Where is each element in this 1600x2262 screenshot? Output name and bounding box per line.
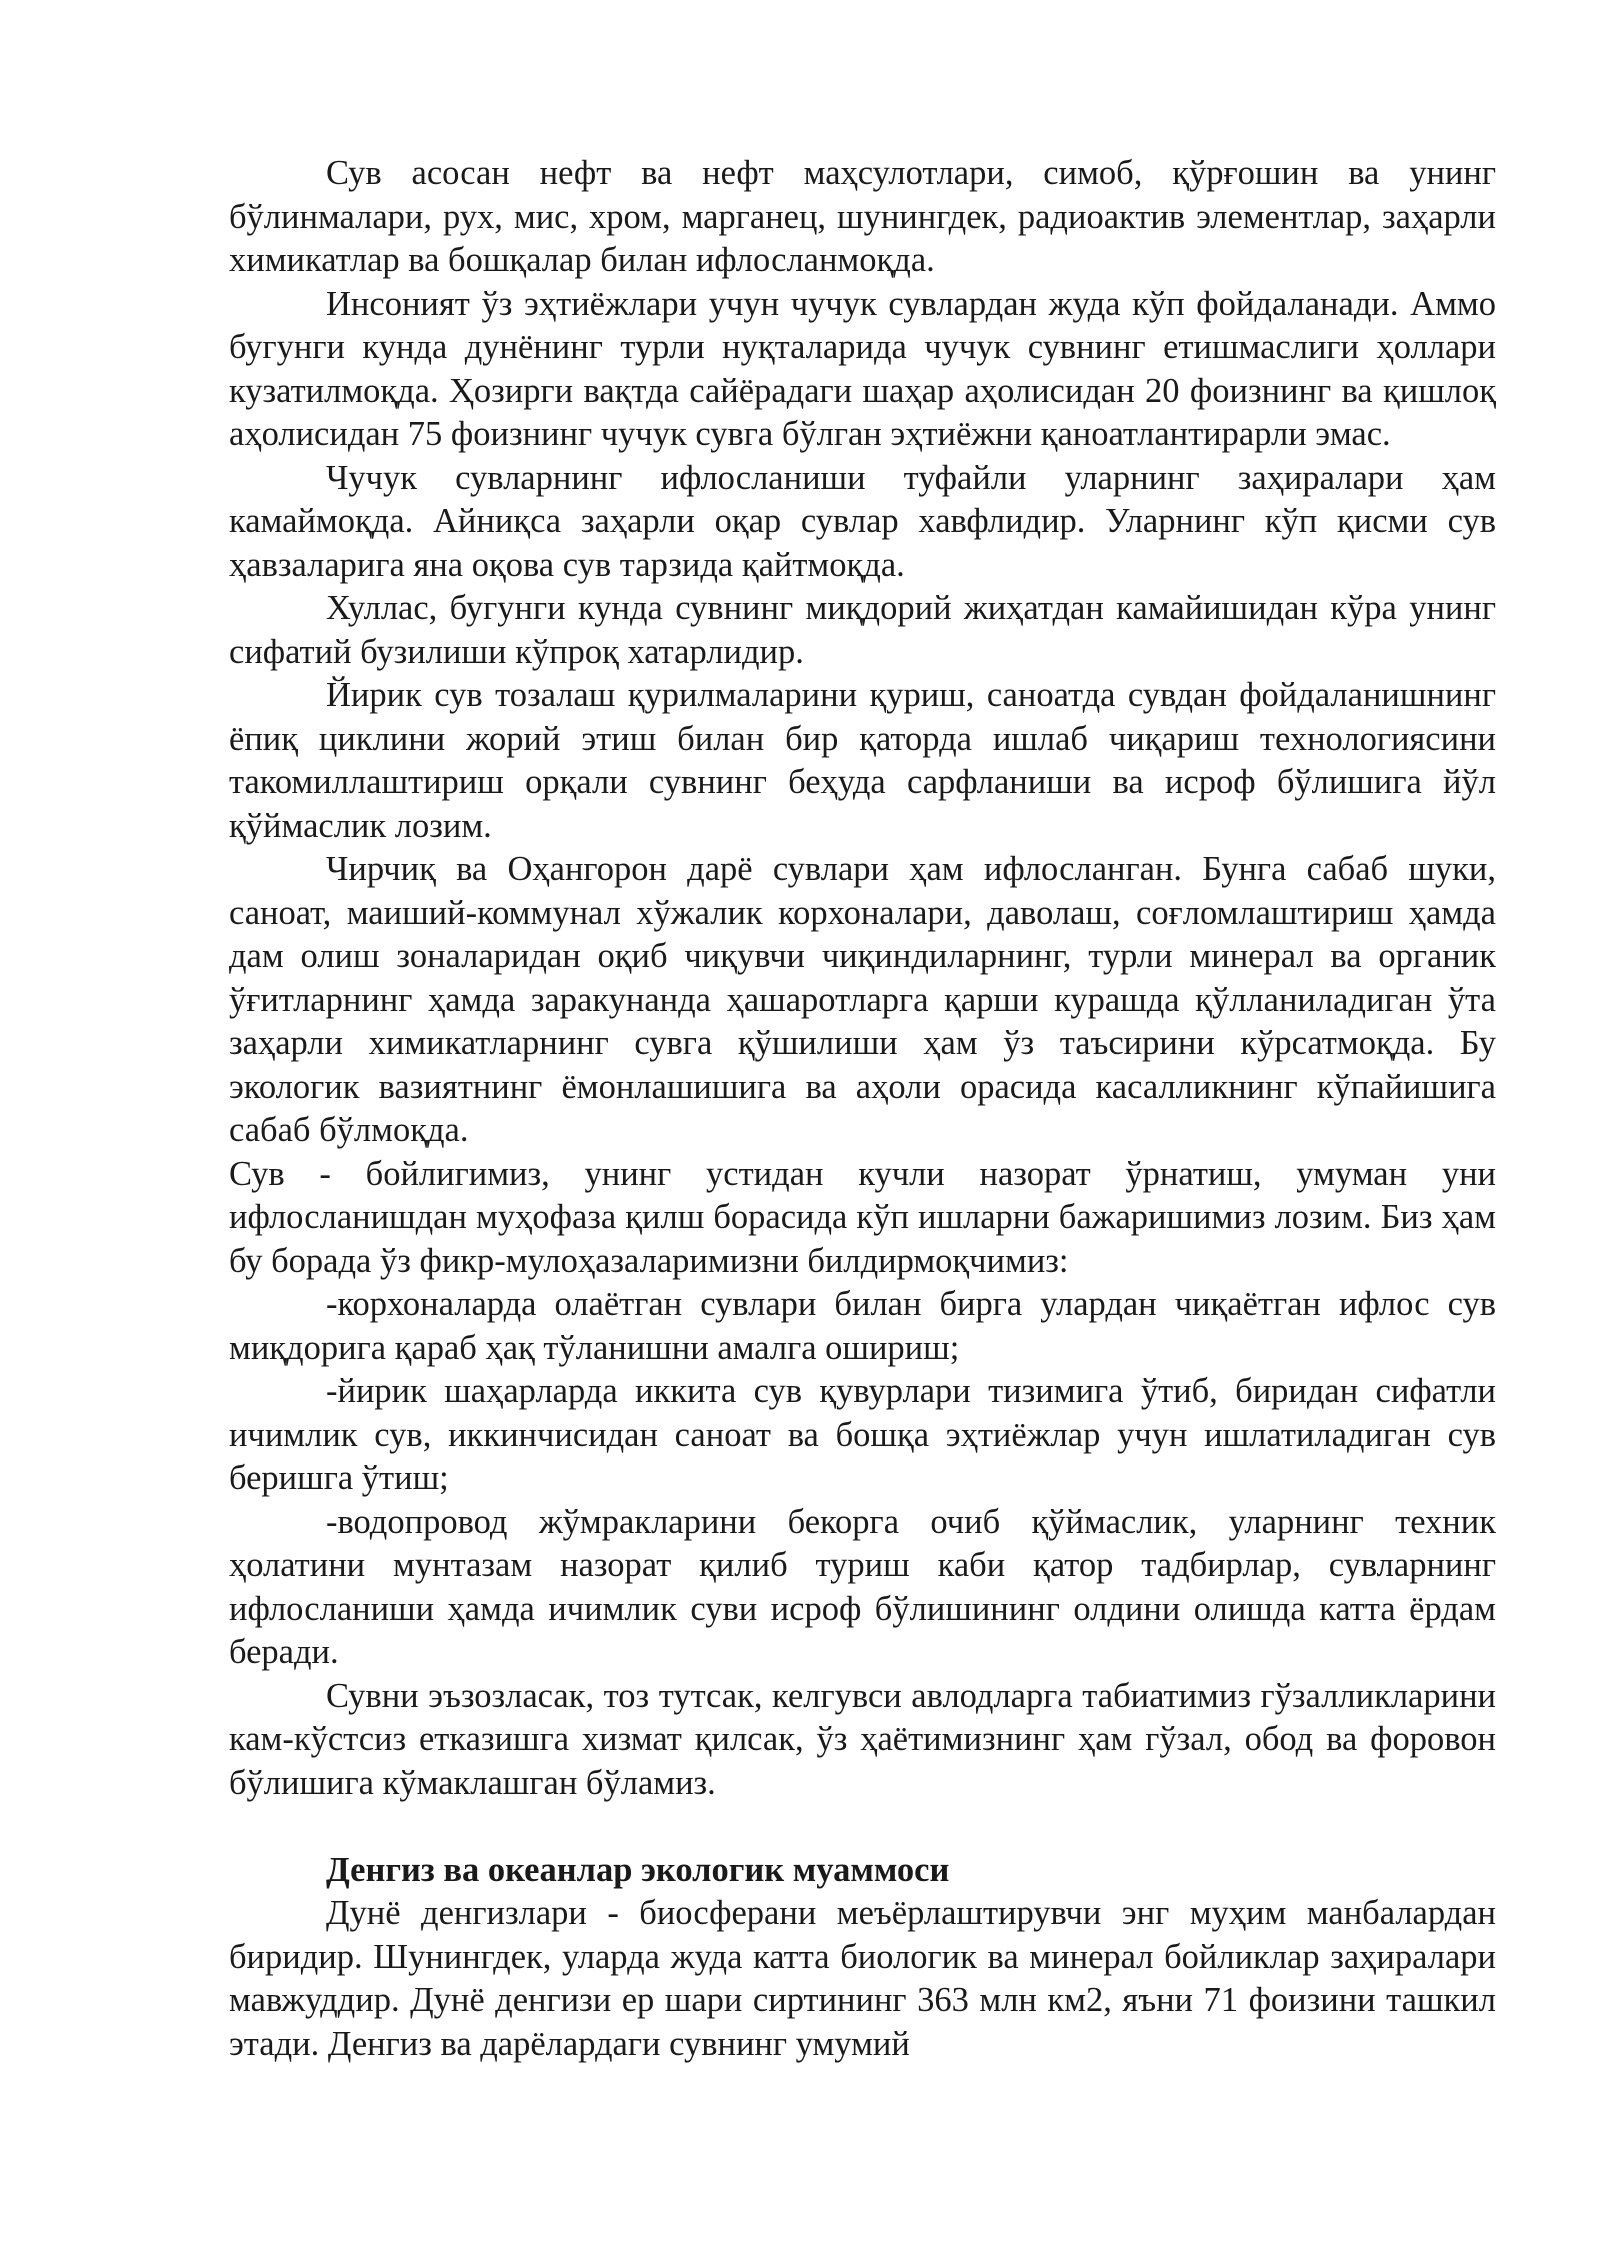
paragraph-conclusion: Хуллас, бугунги кунда сувнинг миқдорий жиҳатдан камайишидан кўра унинг сифатий бузилиши кўпроқ хатарлидир.: [229, 589, 1496, 671]
document-page: [229, 152, 1496, 2066]
paragraph-treatment-facilities: Йирик сув тозалаш қурилмаларини қуриш, саноатда сувдан фойдаланишнинг ёпиқ циклини жорий этиш билан бир қаторда ишлаб чиқариш технологиясини такомиллаштириш орқали сувнинг беҳуда сарфланиши ва исроф бўлишига йўл қўймаслик лозим.: [229, 676, 1496, 845]
list-item-taps: -водопровод жўмракларини бекорга очиб қўймаслик, уларнинг техник ҳолатини мунтазам назорат қилиб туриш каби қатор тадбирлар, сувларнинг ифлосланиши ҳамда ичимлик суви исроф бўлишининг олдини олишда катта ёрдам беради.: [229, 1502, 1496, 1671]
paragraph-closing: Сувни эъзозласак, тоз тутсак, келгувси авлодларга табиатимиз гўзалликларини кам-кўстсиз етказишга хизмат қилсак, ўз ҳаётимизнинг ҳам гўзал, обод ва форовон бўлишига кўмаклашган бўламиз.: [229, 1676, 1496, 1802]
section-heading: Денгиз ва океанлар экологик муаммоси: [326, 1850, 950, 1889]
paragraph-fresh-water-reserves: Чучук сувларнинг ифлосланиши туфайли уларнинг заҳиралари ҳам камаймоқда. Айниқса заҳарли оқар сувлар хавфлидир. Уларнинг кўп қисми сув ҳавзаларига яна оқова сув тарзида қайтмоқда.: [229, 458, 1496, 584]
paragraph-water-wealth: Сув - бойлигимиз, унинг устидан кучли назорат ўрнатиш, умуман уни ифлосланишдан муҳофаза қилш борасида кўп ишларни бажаришимиз лозим. Биз ҳам бу борада ўз фикр-мулоҳазаларимизни билдирмоқчимиз:: [229, 1154, 1496, 1280]
list-item-payment: -корхоналарда олаётган сувлари билан бирга улардан чиқаётган ифлос сув миқдорига қараб ҳақ тўланишни амалга ошириш;: [229, 1285, 1496, 1367]
paragraph-world-seas: Дунё денгизлари - биосферани меъёрлаштирувчи энг муҳим манбалардан биридир. Шунингдек, уларда жуда катта биологик ва минерал бойликлар заҳиралари мавжуддир. Дунё денгизи ер шари сиртининг 363 млн км2, яъни 71 фоизини ташкил этади. Денгиз ва дарёлардаги сувнинг умумий: [229, 1894, 1496, 2063]
paragraph-pollutants: Сув асосан нефт ва нефт маҳсулотлари, симоб, қўрғошин ва унинг бўлинмалари, рух, мис, хром, марганец, шунингдек, радиоактив элементлар, заҳарли химикатлар ва бошқалар билан ифлосланмоқда.: [229, 154, 1496, 279]
list-item-dual-pipes: -йирик шаҳарларда иккита сув қувурлари тизимига ўтиб, биридан сифатли ичимлик сув, иккинчисидан саноат ва бошқа эҳтиёжлар учун ишлатиладиган сув беришга ўтиш;: [229, 1372, 1496, 1497]
blank-line: [229, 1805, 1496, 1849]
paragraph-chirchiq-ohangaron: Чирчиқ ва Оҳангорон дарё сувлари ҳам ифлосланган. Бунга сабаб шуки, саноат, маиший-коммунал хўжалик корхоналари, даволаш, соғломлаштириш ҳамда дам олиш зоналаридан оқиб чиқувчи чиқиндиларнинг, турли минерал ва органик ўғитларнинг ҳамда заракунанда ҳашаротларга қарши курашда қўлланиладиган ўта заҳарли химикатларнинг сувга қўшилиши ҳам ўз таъсирини кўрсатмоқда. Бу экологик вазиятнинг ёмонлашишига ва аҳоли орасида касалликнинг кўпайишига сабаб бўлмоқда.: [229, 850, 1496, 1149]
paragraph-fresh-water-shortage: Инсоният ўз эҳтиёжлари учун чучук сувлардан жуда кўп фойдаланади. Аммо бугунги кунда дунёнинг турли нуқталарида чучук сувнинг етишмаслиги ҳоллари кузатилмоқда. Ҳозирги вақтда сайёрадаги шаҳар аҳолисидан 20 фоизнинг ва қишлоқ аҳолисидан 75 фоизнинг чучук сувга бўлган эҳтиёжни қаноатлантирарли эмас.: [229, 284, 1496, 453]
